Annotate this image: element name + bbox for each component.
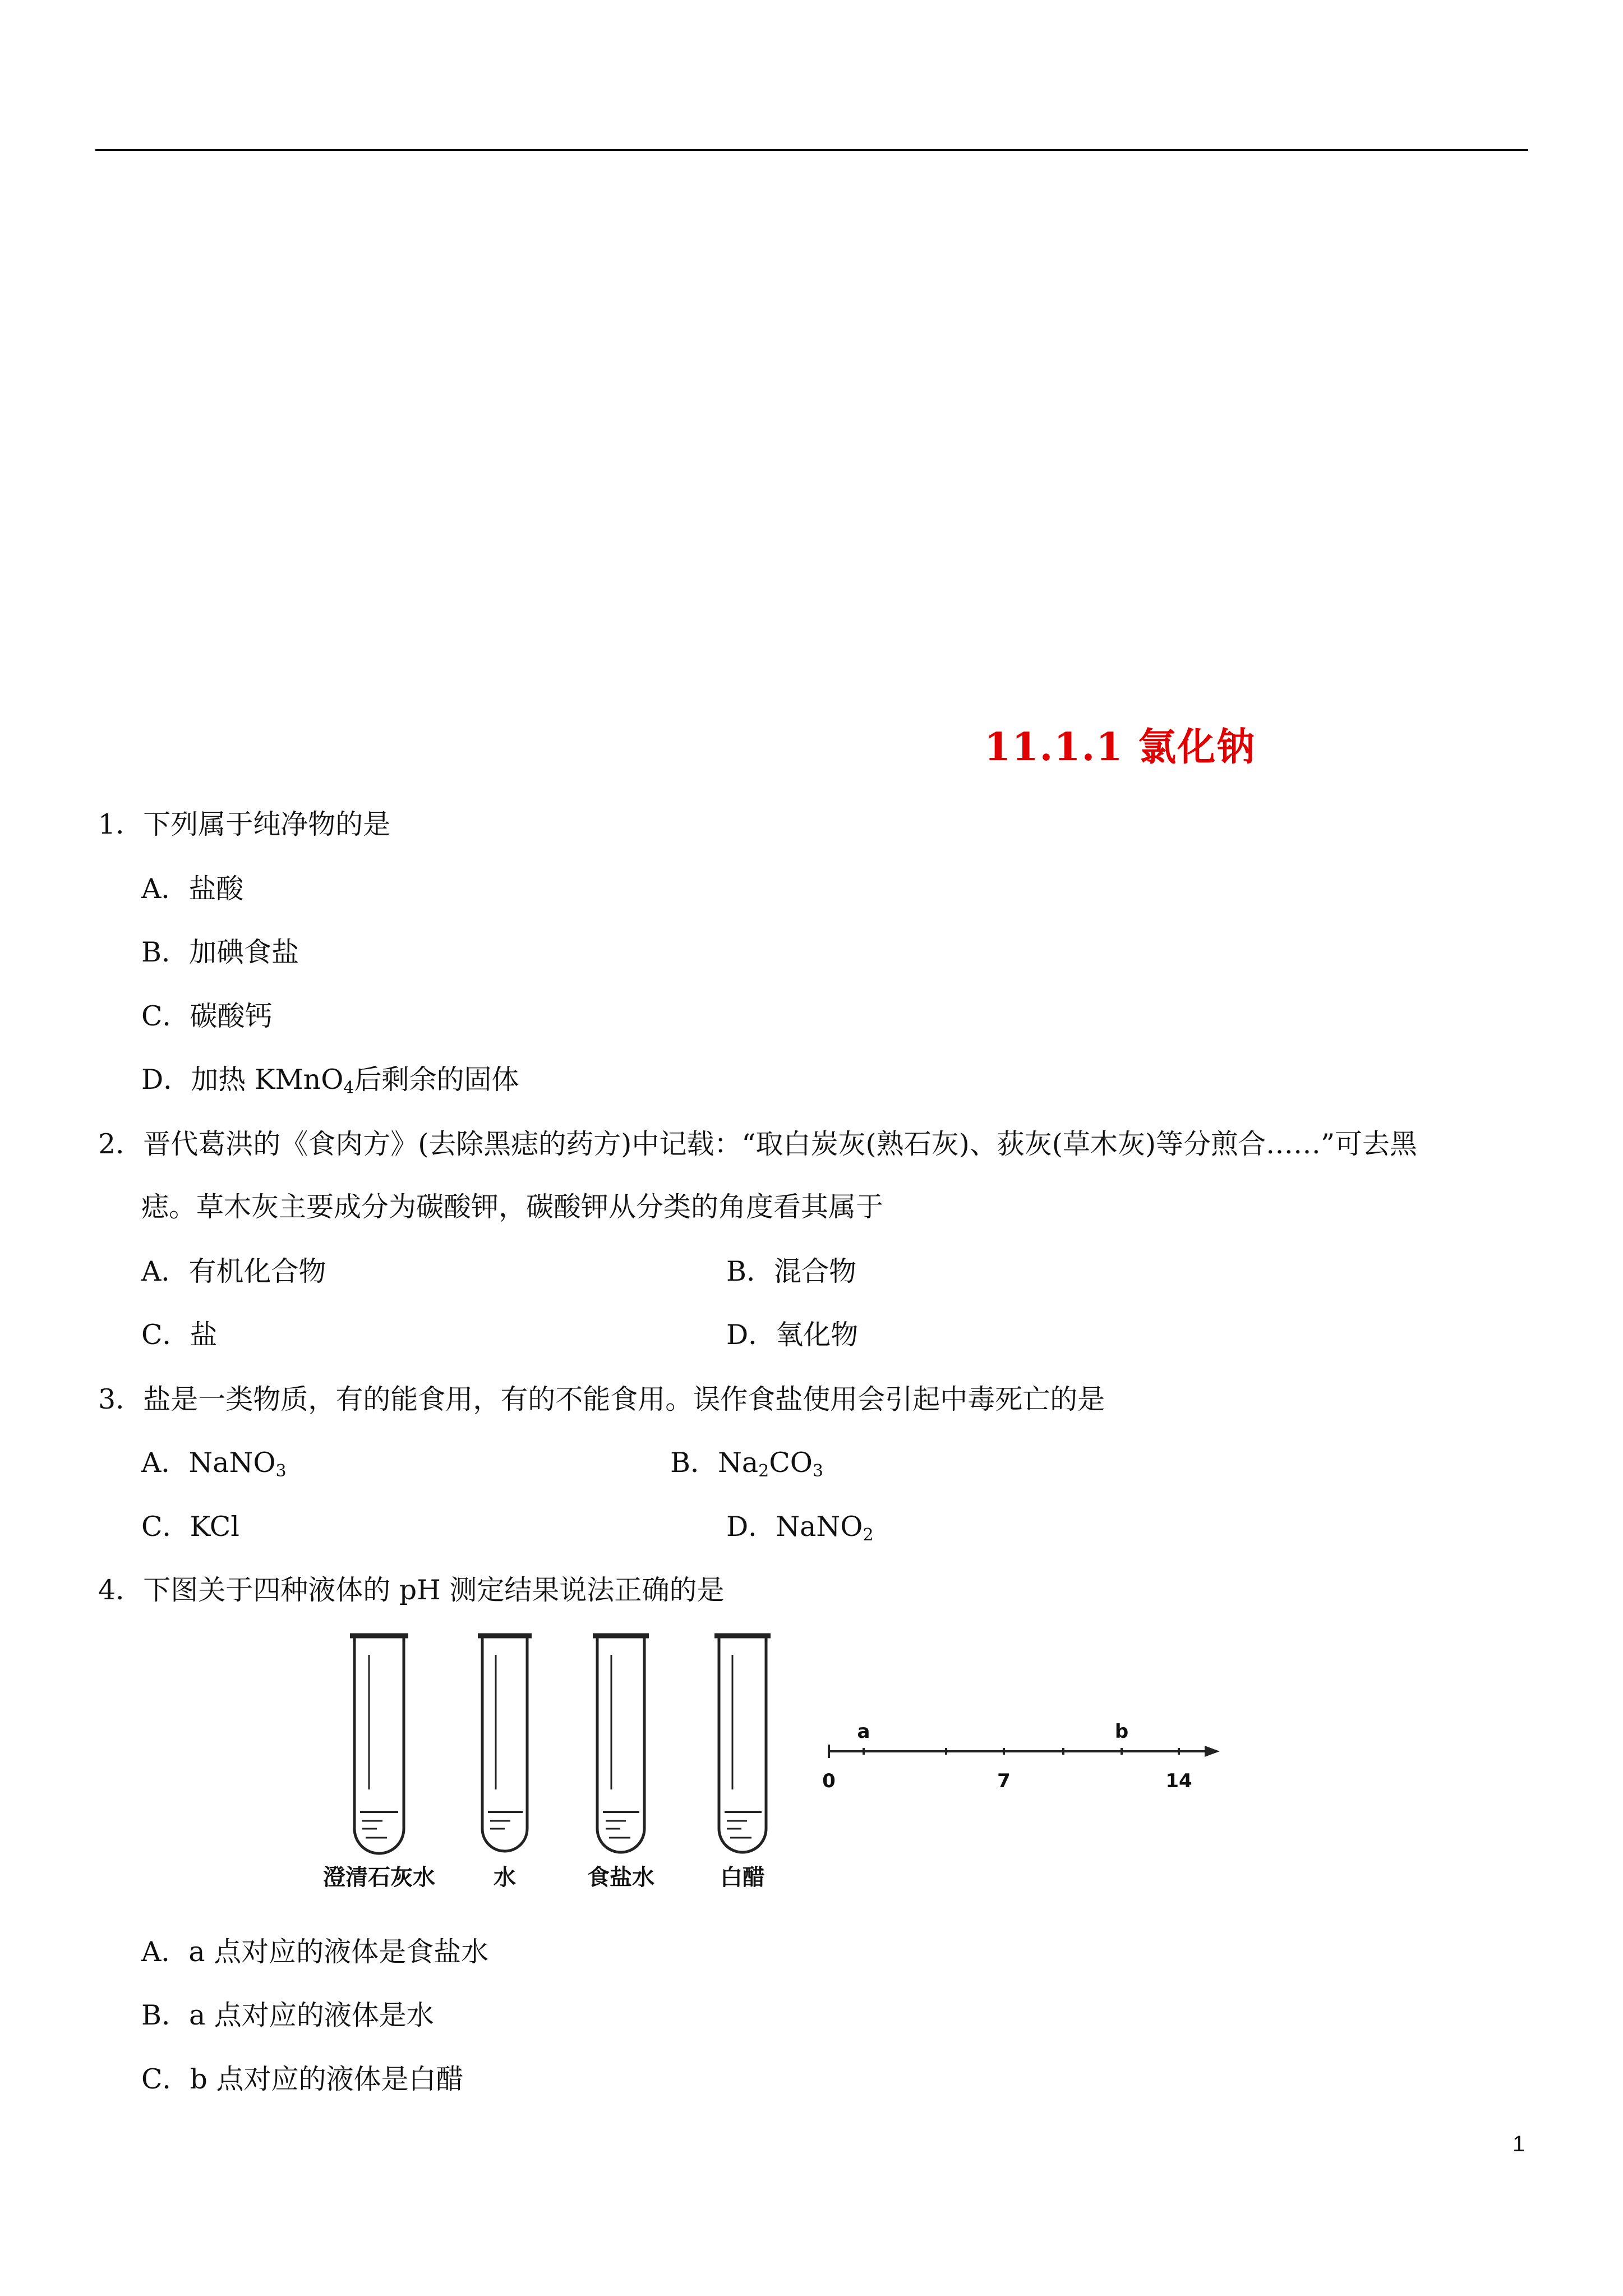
question-3 [98,1383,1105,1416]
q4-option-a [141,1935,488,1969]
q1-option-a [141,872,243,906]
subscript: 3 [275,1461,287,1481]
q2-option-b [726,1255,856,1289]
subscript: 4 [343,1078,354,1098]
q3-option-c [141,1510,239,1544]
option-text: 混合物 [774,1255,857,1287]
test-tube-vinegar [714,1636,771,1852]
q4-option-b [141,1999,434,2032]
ph-axis [829,1745,1220,1758]
option-text: NaNO [188,1447,276,1479]
option-label: A． [141,1447,189,1479]
option-label: A． [141,1936,189,1968]
option-label: B． [726,1255,774,1287]
question-number: 1． [98,808,144,840]
option-text: NaNO [776,1511,863,1543]
option-text: 盐 [190,1319,218,1351]
option-text: 碳酸钙 [190,1000,273,1032]
point-label-a: a [857,1720,870,1743]
test-tube-salt-water [593,1636,649,1852]
q1-option-d [141,1063,519,1105]
option-label: C． [141,1319,190,1351]
question-number: 4． [98,1574,144,1606]
subscript: 2 [863,1525,874,1545]
tick-label: 7 [997,1770,1011,1792]
question-number: 3． [98,1383,144,1415]
q2-option-c [141,1318,218,1352]
q3-option-a [141,1446,287,1488]
option-label: C． [141,2063,190,2095]
option-label: A． [141,873,189,905]
question-1 [98,808,390,841]
option-text: 有机化合物 [188,1255,326,1287]
ph-figure-svg [303,1621,1223,1890]
tube-label: 水 [494,1865,516,1890]
subscript: 3 [812,1461,823,1481]
option-label: B． [670,1447,718,1479]
option-text: 后剩余的固体 [354,1064,519,1096]
tick-label: 14 [1165,1770,1192,1792]
option-text: a 点对应的液体是水 [189,1999,434,2031]
tube-label: 白醋 [720,1865,765,1890]
option-label: A． [141,1255,189,1287]
page-number: 1 [1513,2132,1525,2156]
option-label: B． [141,1999,190,2031]
tube-label: 食盐水 [587,1865,654,1890]
option-text: a 点对应的液体是食盐水 [188,1936,489,1968]
q1-option-b [141,936,299,969]
question-4 [98,1573,724,1607]
tube-label: 澄清石灰水 [323,1865,435,1890]
q2-option-a [141,1255,326,1289]
question-stem: 下图关于四种液体的 pH 测定结果说法正确的是 [143,1574,725,1606]
option-text: KCl [190,1511,239,1543]
point-label-b: b [1114,1720,1129,1743]
option-text: Na [718,1447,759,1479]
question-stem: 痣。草木灰主要成分为碳酸钾，碳酸钾从分类的角度看其属于 [141,1191,884,1223]
q3-option-b [670,1446,823,1488]
ph-figure [303,1621,1223,1890]
header-rule [95,149,1528,151]
question-number: 2． [98,1128,144,1160]
option-label: B． [141,936,190,968]
page-title: 11.1.1 氯化钠 [984,725,1256,770]
option-text: 氧化物 [776,1319,859,1351]
question-stem: 下列属于纯净物的是 [143,808,391,840]
q3-option-d [726,1510,874,1552]
option-text: 加碘食盐 [189,936,299,968]
option-text: 加热 KMnO [191,1064,344,1096]
option-label: D． [141,1064,191,1096]
subscript: 2 [758,1461,769,1481]
tick-label: 0 [822,1770,836,1792]
question-2 [98,1128,1417,1161]
test-tube-limewater [350,1636,408,1853]
q2-option-d [726,1318,858,1352]
question-2-continued [141,1190,883,1224]
test-tube-water [478,1636,532,1851]
option-text: b 点对应的液体是白醋 [190,2063,464,2095]
q4-option-c [141,2063,463,2096]
option-text: CO [769,1447,813,1479]
option-text: 盐酸 [188,873,244,905]
option-label: D． [726,1511,776,1543]
q1-option-c [141,1000,273,1033]
option-label: D． [726,1319,776,1351]
question-stem: 晋代葛洪的《食肉方》(去除黑痣的药方)中记载：“取白炭灰(熟石灰)、荻灰(草木灰)等分煎合……”可去黑 [143,1128,1417,1160]
question-stem: 盐是一类物质，有的能食用，有的不能食用。误作食盐使用会引起中毒死亡的是 [143,1383,1105,1415]
option-label: C． [141,1511,190,1543]
option-label: C． [141,1000,190,1032]
